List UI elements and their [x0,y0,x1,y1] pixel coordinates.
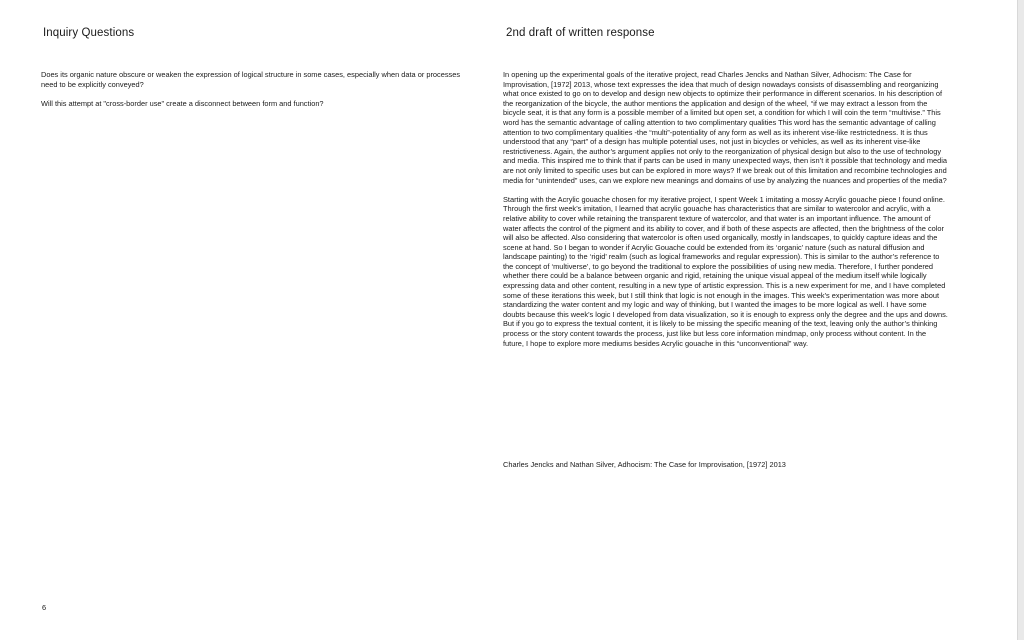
page-edge [1017,0,1024,640]
response-paragraph: In opening up the experimental goals of the iterative project, read Charles Jencks and Nathan Silver, Adhocism: The Case for Improvisation, [1972] 2013, whose text expresses the idea that much of design nowadays consists of disassembling and reorganizing what once existed to go on to develop and design new objects to optimize their performance in different scenarios. In his description of the reorganization of the bicycle, the author mentions the application and design of the wheel, “if we may extract a lesson from the bicycle seat, it is that any form is a possible member of a limited but open set, a condition for which I will coin the term “multivise.” This word has the semantic advantage of calling attention to two complimentary qualities This word has the semantic advantage of calling attention to two complimentary qualities -the “multi”-potentiality of any form as well as its inherent vise-like restrictedness. It is thus understood that any “part” of a design has multiple potential uses, not just in bicycles or vehicles, as well as its inherent vise-like restrictiveness. Again, the author’s argument applies not only to the reorganization of physical design but also to the use of technology and media. This inspired me to think that if parts can be used in many unexpected ways, then isn’t it possible that technology and media are not only limited to specific uses but can be explored in more ways? If we break out of this limitation and recombine technologies and media for “unintended” uses, can we explore new meanings and domains of use by analyzing the nuances and properties of the media? [503,70,947,185]
inquiry-question: Will this attempt at "cross-border use" create a disconnect between form and function? [41,98,324,108]
inquiry-questions-list [41,70,461,118]
written-response-body [503,70,948,358]
inquiry-question: Does its organic nature obscure or weaken the expression of logical structure in some cases, especially when data or processes need to be explicitly conveyed? [41,70,461,89]
inquiry-questions-heading: Inquiry Questions [43,27,135,39]
written-response-heading: 2nd draft of written response [506,27,655,39]
citation: Charles Jencks and Nathan Silver, Adhocism: The Case for Improvisation, [1972] 2013 [503,460,786,469]
page-number: 6 [42,603,47,612]
response-paragraph: Starting with the Acrylic gouache chosen for my iterative project, I spent Week 1 imitating a mossy Acrylic gouache piece I found online. Through the first week’s imitation, I learned that acrylic gouache has characteristics that are similar to watercolor and acrylic, with a relative ability to cover while retaining the transparent texture of watercolor, and that water is an important influence. The amount of water affects the control of the pigment and its ability to cover, and if both of these aspects are affected, then the brightness of the color will also be affected. Also considering that watercolor is often used organically, mostly in landscapes, to quickly capture ideas and the scene at hand. So I began to wonder if Acrylic Gouache could be extended from its ‘organic’ nature (such as natural diffusion and landscape painting) to the ‘rigid’ realm (such as logical frameworks and regular expression). This is similar to the author’s reference to the concept of ‘multiverse’, to go beyond the traditional to explore the possibilities of using new media. Therefore, I further pondered whether there could be a balance between organic and rigid, retaining the unique visual appeal of the medium itself while logically expressing data and other content, resulting in a new type of artistic expression. This is a new experiment for me, and I have completed some of these iterations this week, but I still think that logic is not enough in the images. This week’s experimentation was more about standardizing the water content and my logic and way of thinking, but I wanted the images to be more logical as well. I have some doubts because this week’s logic I developed from data visualization, so it is enough to express only the degree and the ups and downs. But if you go to express the textual content, it is likely to be missing the specific meaning of the text, leaving only the author’s thinking process or the story content towards the process, just like but less core information mindmap, only process without content. In the future, I hope to explore more mediums besides Acrylic gouache in this “unconventional” way. [503,194,948,348]
